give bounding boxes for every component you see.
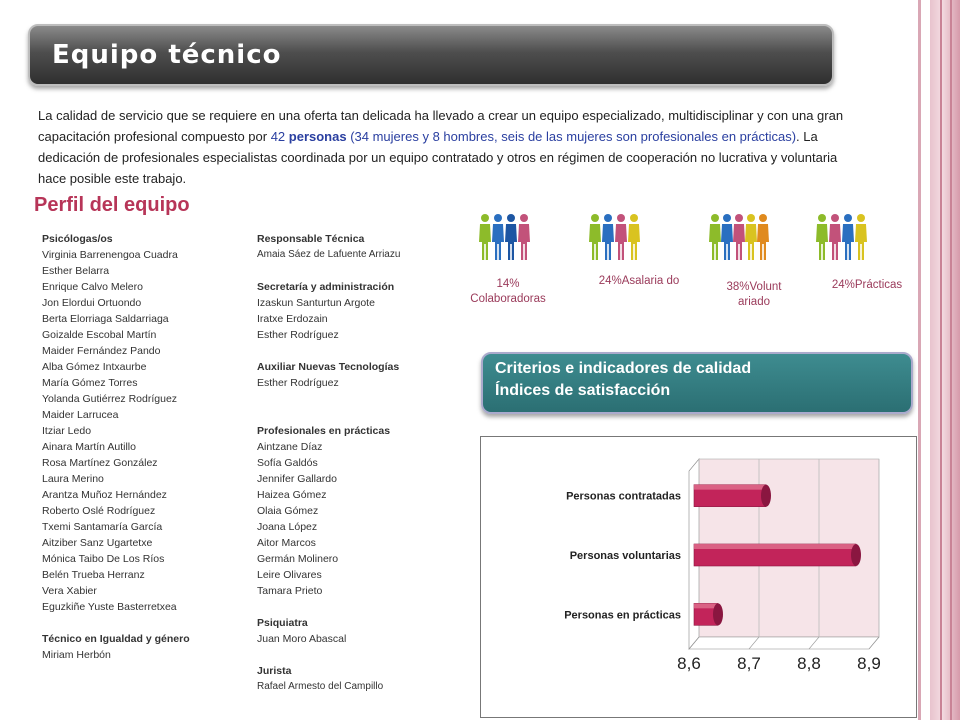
person-icon xyxy=(816,214,828,260)
intro-text-1: La calidad de servicio que se requiere en una oferta tan delicada ha llevado a crear un equipo especializado, multidisciplinar y con una gran capacitación profesional compuesto por xyxy=(38,108,844,144)
left-column-heading: Técnico en Igualdad y género xyxy=(42,633,190,645)
right-column-heading: Psiquiatra xyxy=(257,617,308,629)
person-icon xyxy=(709,214,721,260)
right-column-name: Iratxe Erdozain xyxy=(257,313,328,325)
left-column-name: Ainara Martín Autillo xyxy=(42,441,136,453)
right-column-name: Esther Rodríguez xyxy=(257,329,339,341)
right-column-name: Joana López xyxy=(257,521,318,533)
chart-x-tick-label: 8,8 xyxy=(797,654,821,673)
right-column-name xyxy=(257,647,457,663)
right-column-name xyxy=(257,391,457,407)
left-column-name: Vera Xabier xyxy=(42,585,97,597)
satisfaction-title: Índices de satisfacción xyxy=(495,382,671,399)
person-icon xyxy=(829,214,841,260)
right-column-heading: Jurista xyxy=(257,665,292,677)
person-icon xyxy=(757,214,769,260)
chart-bar-end xyxy=(761,485,771,507)
left-column-name: Maider Larrucea xyxy=(42,409,119,421)
left-team-column xyxy=(42,231,242,663)
intro-detail: (34 mujeres y 8 hombres, seis de las mujeres son profesionales en prácticas) xyxy=(346,129,797,144)
person-icon xyxy=(589,214,601,260)
left-column-name: Goizalde Escobal Martín xyxy=(42,329,157,341)
right-column-name: Esther Rodríguez xyxy=(257,377,339,389)
person-icon xyxy=(855,214,867,260)
left-column-name: Alba Gómez Intxaurbe xyxy=(42,361,147,373)
right-column-name: Amaia Sáez de Lafuente Arriazu xyxy=(257,249,401,260)
left-column-name: María Gómez Torres xyxy=(42,377,138,389)
right-column-name xyxy=(257,599,457,615)
right-column-name: Tamara Prieto xyxy=(257,585,323,597)
left-column-name: Aitziber Sanz Ugartetxe xyxy=(42,537,153,549)
person-icon xyxy=(628,214,640,260)
right-column-name: Jennifer Gallardo xyxy=(257,473,337,485)
satisfaction-chart xyxy=(480,436,917,718)
person-icon xyxy=(479,214,491,260)
left-column-name: Laura Merino xyxy=(42,473,104,485)
person-icon xyxy=(492,214,504,260)
person-icon xyxy=(745,214,757,260)
left-column-name: Belén Trueba Herranz xyxy=(42,569,145,581)
left-column-name: Miriam Herbón xyxy=(42,649,111,661)
right-column-name: Aintzane Díaz xyxy=(257,441,323,453)
left-column-name: Enrique Calvo Melero xyxy=(42,281,143,293)
chart-category-label: Personas en prácticas xyxy=(564,609,681,622)
person-icon xyxy=(733,214,745,260)
left-column-name: Mónica Taibo De Los Ríos xyxy=(42,553,165,565)
person-icon xyxy=(505,214,517,260)
intro-paragraph xyxy=(38,105,858,189)
group-label-practicas: 24%Prácticas xyxy=(831,279,903,291)
chart-bar-highlight xyxy=(694,544,856,549)
right-edge-stripe-3 xyxy=(940,0,942,720)
left-column-name: Roberto Oslé Rodríguez xyxy=(42,505,156,517)
left-column-name: Rosa Martínez González xyxy=(42,457,158,469)
right-column-name: Olaia Gómez xyxy=(257,505,319,517)
right-column-name: Rafael Armesto del Campillo xyxy=(257,681,384,692)
left-column-name: Virginia Barrenengoa Cuadra xyxy=(42,249,178,261)
person-icon xyxy=(518,214,530,260)
right-column-name: Aitor Marcos xyxy=(257,537,316,549)
right-column-heading: Responsable Técnica xyxy=(257,233,365,245)
chart-category-label: Personas contratadas xyxy=(566,490,681,503)
left-column-name: Itziar Ledo xyxy=(42,425,92,437)
right-column-name xyxy=(257,263,457,279)
left-column-name: Txemi Santamaría García xyxy=(42,521,163,533)
chart-bar-end xyxy=(713,603,723,625)
right-edge-stripe-2 xyxy=(930,0,960,720)
group-label-colaboradoras: 14% Colaboradoras xyxy=(470,278,546,305)
right-column-name: Germán Molinero xyxy=(257,553,339,565)
chart-x-tick-label: 8,7 xyxy=(737,654,761,673)
right-column-heading: Auxiliar Nuevas Tecnologías xyxy=(257,361,400,373)
right-column-heading: Profesionales en prácticas xyxy=(257,425,391,437)
right-column-name: Leire Olivares xyxy=(257,569,322,581)
chart-x-tick-label: 8,6 xyxy=(677,654,701,673)
criteria-title: Criterios e indicadores de calidad xyxy=(495,360,752,377)
section-title: Perfil del equipo xyxy=(34,194,190,216)
criteria-banner xyxy=(481,352,913,414)
right-column-name: Sofía Galdós xyxy=(257,457,318,469)
right-column-name: Juan Moro Abascal xyxy=(257,633,347,645)
left-column-name: Yolanda Gutiérrez Rodríguez xyxy=(42,393,178,405)
right-column-name xyxy=(257,343,457,359)
right-column-name xyxy=(257,407,457,423)
left-column-name: Maider Fernández Pando xyxy=(42,345,161,357)
right-column-name: Izaskun Santurtun Argote xyxy=(257,297,375,309)
chart-category-label: Personas voluntarias xyxy=(569,550,681,562)
group-label-asalariado: 24%Asalaria do xyxy=(598,275,680,287)
right-column-heading: Secretaría y administración xyxy=(257,281,395,293)
chart-bar-highlight xyxy=(694,485,766,490)
chart-x-tick-label: 8,9 xyxy=(857,654,881,673)
left-column-heading: Psicólogas/os xyxy=(42,233,113,245)
intro-personas: personas xyxy=(288,129,347,144)
right-team-column xyxy=(257,231,457,695)
left-column-name: Esther Belarra xyxy=(42,265,110,277)
person-icon xyxy=(721,214,733,260)
right-column-name: Haizea Gómez xyxy=(257,489,327,501)
right-edge-stripe-4 xyxy=(950,0,952,720)
left-column-name: Berta Elorriaga Saldarriaga xyxy=(42,313,169,325)
person-icon xyxy=(615,214,627,260)
chart-floor xyxy=(689,637,879,649)
person-icon xyxy=(602,214,614,260)
chart-bar-end xyxy=(851,544,861,566)
left-column-name: Eguzkiñe Yuste Basterretxea xyxy=(42,601,177,613)
title-banner xyxy=(28,24,834,86)
intro-text-2: . La dedicación de profesionales especialistas coordinada por un equipo contratado y otros en régimen de cooperación no lucrativa y voluntaria hace posible este trabajo. xyxy=(38,129,838,186)
person-icon xyxy=(842,214,854,260)
left-column-name xyxy=(42,615,242,631)
people-groups-graphic xyxy=(470,208,920,268)
right-edge-stripe-1 xyxy=(918,0,921,720)
group-label-voluntariado: 38%Volunt ariado xyxy=(726,281,782,308)
intro-count: 42 xyxy=(270,129,289,144)
left-column-name: Arantza Muñoz Hernández xyxy=(42,489,167,501)
satisfaction-chart-svg xyxy=(481,437,916,717)
page-title: Equipo técnico xyxy=(52,40,282,70)
left-column-name: Jon Elordui Ortuondo xyxy=(42,297,142,309)
